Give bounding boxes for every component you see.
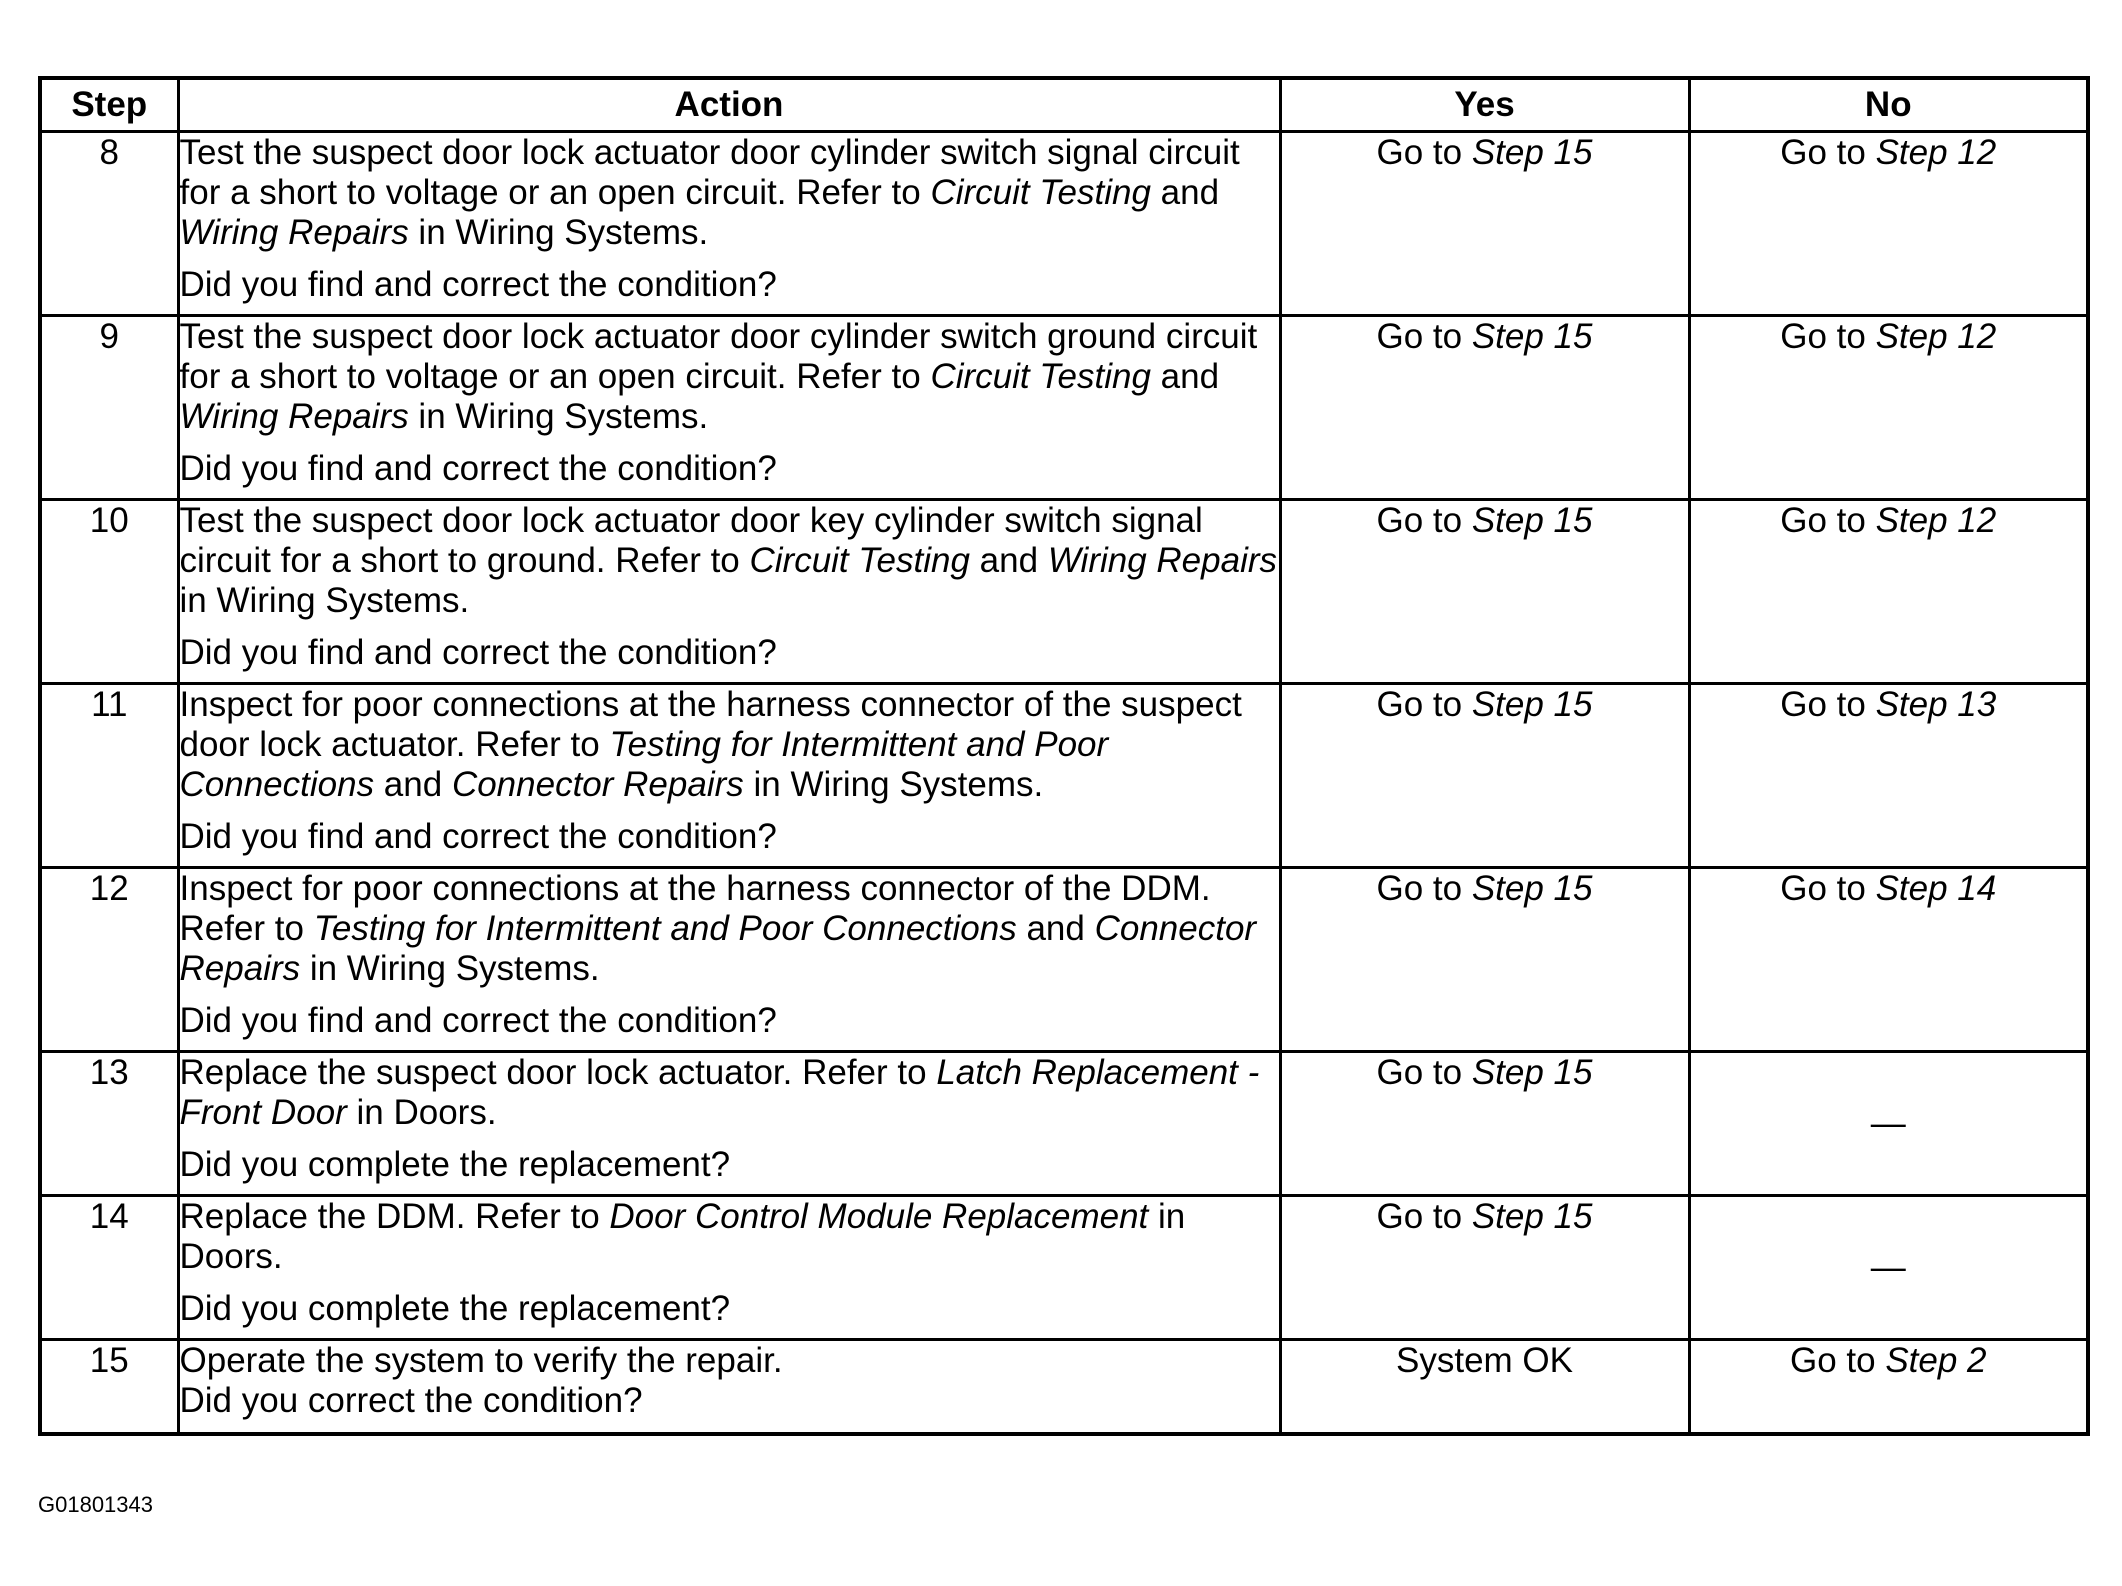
no-step-ref: Step 13 — [1875, 685, 1997, 724]
no-result-text: Go to — [1780, 133, 1876, 172]
no-step-ref: Step 2 — [1885, 1341, 1987, 1380]
yes-result-text: Go to — [1376, 133, 1472, 172]
action-segment: and — [374, 765, 452, 804]
no-result-text: — — [1870, 1103, 1906, 1143]
table-row — [40, 1052, 2088, 1196]
step-number: 14 — [40, 1196, 178, 1340]
reference-link: Circuit Testing — [930, 173, 1151, 212]
action-question: Did you find and correct the condition? — [179, 817, 777, 856]
step-number: 12 — [40, 868, 178, 1052]
header-action: Action — [178, 78, 1280, 132]
action-segment: and — [969, 541, 1048, 580]
table-row — [40, 500, 2088, 684]
reference-link: Latch Replacement - Front Door — [179, 1053, 1260, 1132]
action-question: Did you complete the replacement? — [179, 1145, 731, 1184]
step-number: 9 — [40, 316, 178, 500]
yes-step-ref: Step 15 — [1471, 501, 1593, 540]
action-segment: in Doors. — [346, 1093, 497, 1132]
action-cell — [178, 500, 1280, 684]
action-segment: Replace the DDM. Refer to — [179, 1197, 610, 1236]
action-text — [180, 685, 1279, 805]
reference-link: Wiring Repairs — [179, 397, 409, 436]
reference-link: Wiring Repairs — [1047, 541, 1278, 580]
yes-result — [1280, 1340, 1689, 1434]
action-question: Did you complete the replacement? — [179, 1289, 731, 1328]
no-result-text: — — [1870, 1247, 1906, 1287]
no-result-text: Go to — [1780, 317, 1876, 356]
table-row — [40, 1196, 2088, 1340]
no-step-ref: Step 14 — [1875, 869, 1997, 908]
action-cell — [178, 1340, 1280, 1434]
action-question: Did you find and correct the condition? — [179, 449, 777, 488]
no-result-text: Go to — [1780, 501, 1876, 540]
action-text — [180, 317, 1279, 437]
yes-result-text: Go to — [1376, 685, 1472, 724]
header-no: No — [1689, 78, 2088, 132]
header-step: Step — [40, 78, 178, 132]
yes-result-text: System OK — [1396, 1341, 1573, 1380]
reference-link: Circuit Testing — [930, 357, 1151, 396]
figure-id: G01801343 — [38, 1492, 153, 1517]
no-result — [1689, 1340, 2088, 1434]
no-result — [1689, 132, 2088, 316]
yes-result — [1280, 1052, 1689, 1196]
no-result-text: Go to — [1789, 1341, 1886, 1380]
action-segment: in Doors. — [179, 1197, 1186, 1276]
header-row — [40, 78, 2088, 132]
yes-step-ref: Step 15 — [1471, 685, 1593, 724]
header-yes: Yes — [1280, 78, 1689, 132]
action-cell — [178, 684, 1280, 868]
action-question: Did you find and correct the condition? — [179, 633, 777, 672]
no-result — [1689, 316, 2088, 500]
table-row — [40, 684, 2088, 868]
action-segment: in Wiring Systems. — [408, 397, 709, 436]
yes-result — [1280, 316, 1689, 500]
step-number: 8 — [40, 132, 178, 316]
reference-link: Wiring Repairs — [179, 213, 409, 252]
no-result — [1689, 684, 2088, 868]
action-segment: in Wiring Systems. — [743, 765, 1044, 804]
reference-link: Testing for Intermittent and Poor Connections — [313, 909, 1017, 948]
step-number: 15 — [40, 1340, 178, 1434]
reference-link: Door Control Module Replacement — [609, 1197, 1149, 1236]
action-cell — [178, 316, 1280, 500]
yes-result-text: Go to — [1376, 869, 1472, 908]
yes-result-text: Go to — [1376, 1197, 1472, 1236]
action-text — [180, 1053, 1279, 1133]
action-segment: in Wiring Systems. — [300, 949, 600, 988]
yes-result — [1280, 868, 1689, 1052]
action-segment: in Wiring Systems. — [179, 581, 470, 620]
action-cell — [178, 1196, 1280, 1340]
table-row — [40, 316, 2088, 500]
yes-result-text: Go to — [1376, 501, 1472, 540]
no-result — [1689, 500, 2088, 684]
action-text — [180, 869, 1279, 989]
no-result — [1689, 1196, 2088, 1340]
action-question: Did you find and correct the condition? — [179, 265, 777, 304]
yes-result — [1280, 1196, 1689, 1340]
action-segment: Operate the system to verify the repair. — [179, 1341, 783, 1380]
table-body — [40, 132, 2088, 1434]
action-segment: Inspect for poor connections at the harness connector of the DDM. Refer to — [179, 869, 1211, 948]
yes-step-ref: Step 15 — [1471, 869, 1593, 908]
action-cell — [178, 868, 1280, 1052]
table-row — [40, 132, 2088, 316]
table-row — [40, 868, 2088, 1052]
yes-result-text: Go to — [1376, 317, 1472, 356]
reference-link: Testing for Intermittent and Poor Connections — [179, 725, 1109, 804]
step-number: 10 — [40, 500, 178, 684]
action-segment: and — [1016, 909, 1095, 948]
yes-result — [1280, 684, 1689, 868]
no-result-text: Go to — [1780, 685, 1876, 724]
action-segment: Inspect for poor connections at the harness connector of the suspect door lock actuator. Refer to — [179, 685, 1242, 764]
action-segment: and — [1150, 173, 1220, 212]
yes-step-ref: Step 15 — [1471, 133, 1593, 172]
yes-result — [1280, 132, 1689, 316]
action-segment: Replace the suspect door lock actuator. Refer to — [179, 1053, 937, 1092]
reference-link: Connector Repairs — [451, 765, 744, 804]
no-result — [1689, 1052, 2088, 1196]
yes-step-ref: Step 15 — [1471, 1197, 1593, 1236]
yes-step-ref: Step 15 — [1471, 1053, 1593, 1092]
action-text — [180, 1197, 1279, 1277]
no-result — [1689, 868, 2088, 1052]
action-text — [180, 133, 1279, 253]
diagnostic-table — [38, 76, 2090, 1436]
yes-result — [1280, 500, 1689, 684]
reference-link: Circuit Testing — [749, 541, 970, 580]
action-cell — [178, 132, 1280, 316]
yes-step-ref: Step 15 — [1471, 317, 1593, 356]
action-segment: Test the suspect door lock actuator door cylinder switch ground circuit for a short to voltage or an open circuit. Refer to — [179, 317, 1258, 396]
table-row — [40, 1340, 2088, 1434]
reference-link: Connector Repairs — [179, 909, 1257, 988]
action-segment: Test the suspect door lock actuator door cylinder switch signal circuit for a short to voltage or an open circuit. Refer to — [179, 133, 1240, 212]
action-segment: in Wiring Systems. — [408, 213, 709, 252]
no-result-text: Go to — [1780, 869, 1876, 908]
action-text — [180, 501, 1279, 621]
action-text — [180, 1341, 1279, 1381]
action-segment: Test the suspect door lock actuator door key cylinder switch signal circuit for a short to ground. Refer to — [179, 501, 1203, 580]
action-cell — [178, 1052, 1280, 1196]
action-question: Did you find and correct the condition? — [179, 1001, 777, 1040]
step-number: 13 — [40, 1052, 178, 1196]
no-step-ref: Step 12 — [1875, 317, 1997, 356]
step-number: 11 — [40, 684, 178, 868]
no-step-ref: Step 12 — [1875, 133, 1997, 172]
action-question: Did you correct the condition? — [179, 1381, 643, 1420]
action-segment: and — [1150, 357, 1220, 396]
no-step-ref: Step 12 — [1875, 501, 1997, 540]
yes-result-text: Go to — [1376, 1053, 1472, 1092]
